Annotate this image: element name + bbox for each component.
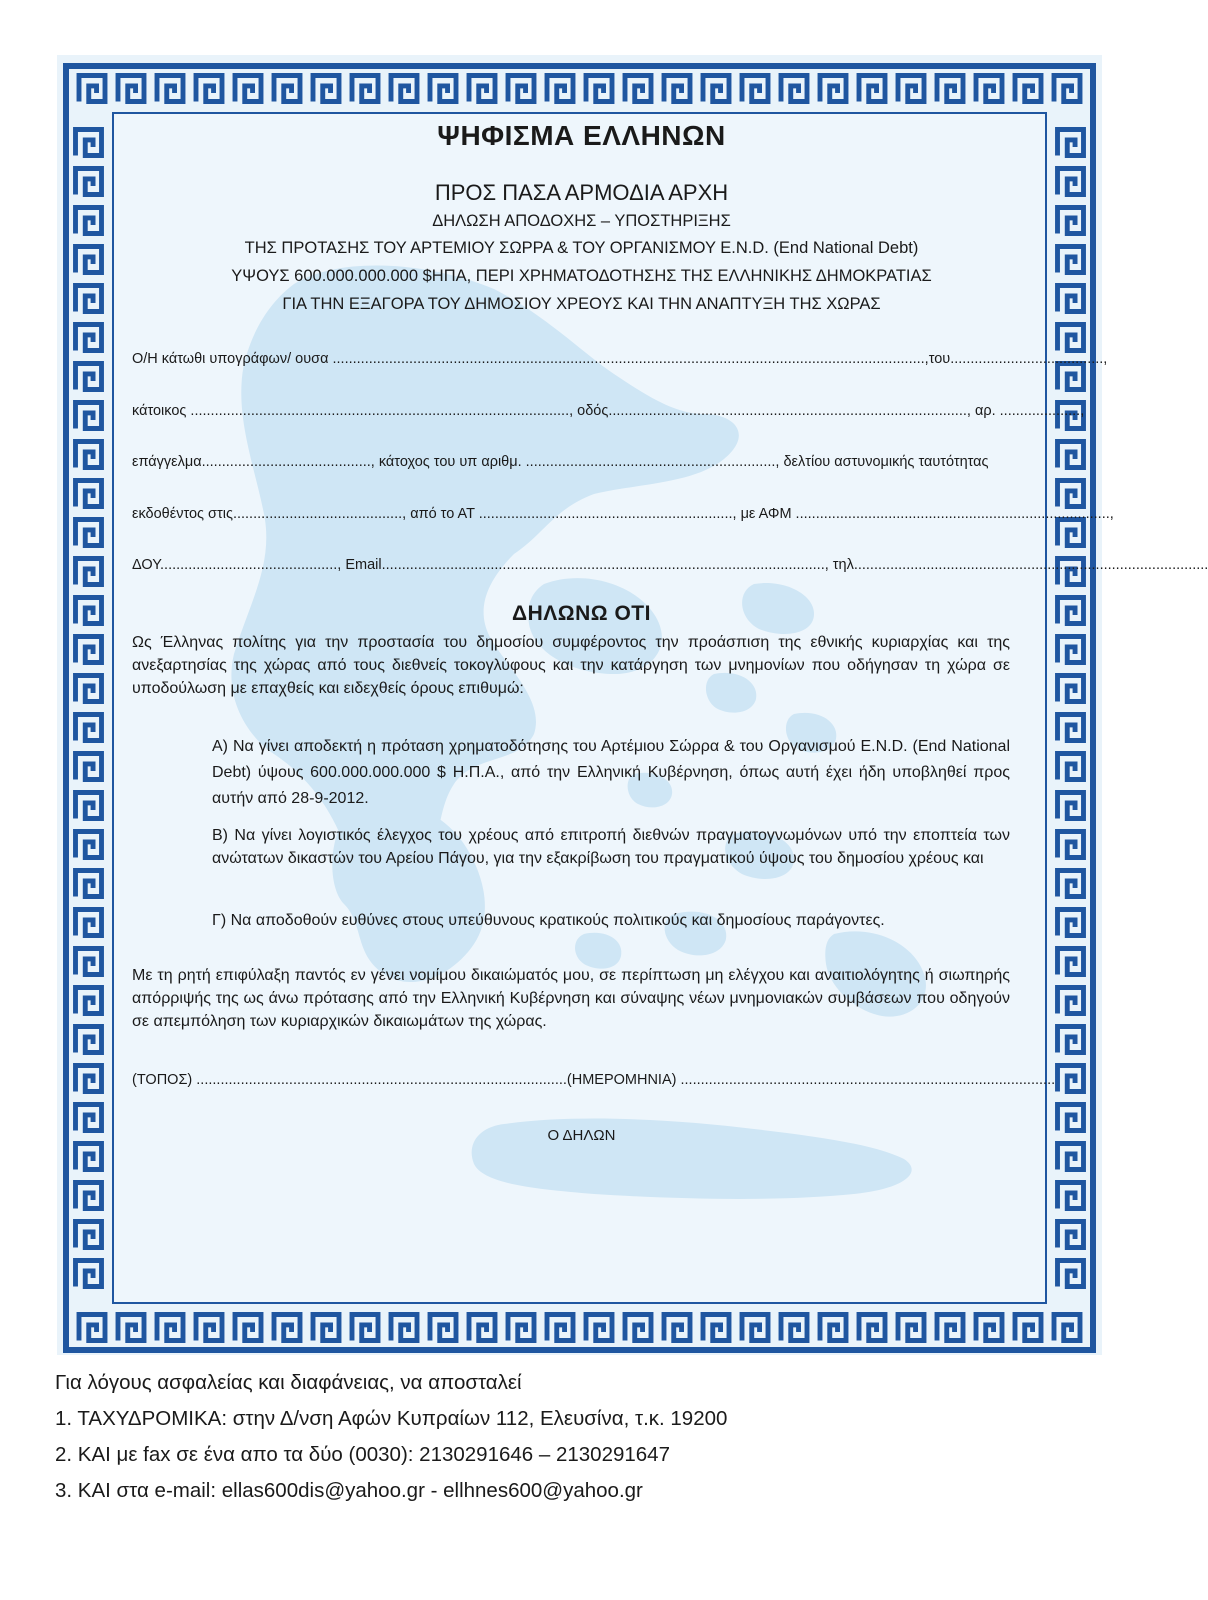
greek-key-unit	[859, 76, 885, 102]
footer-line-3: 2. ΚΑΙ με fax σε ένα απο τα δύο (0030): 2130291646 – 2130291647	[55, 1443, 670, 1466]
greek-key-unit	[1058, 520, 1084, 546]
greek-key-unit	[274, 1315, 300, 1341]
greek-key-unit	[76, 325, 102, 351]
greek-key-unit	[1058, 442, 1084, 468]
greek-key-unit	[79, 1315, 105, 1341]
greek-key-unit	[1058, 247, 1084, 273]
greek-key-unit	[76, 130, 102, 156]
greek-key-unit	[820, 76, 846, 102]
declare-heading: ΔΗΛΩΝΩ ΟΤΙ	[512, 602, 651, 625]
greek-key-unit	[508, 1315, 534, 1341]
greek-key-unit	[76, 364, 102, 390]
greek-key-unit	[76, 949, 102, 975]
greek-key-unit	[469, 1315, 495, 1341]
item-g: Γ) Να αποδοθούν ευθύνες στους υπεύθυνους κρατικούς πολιτικούς και δημοσίους παράγοντες.	[212, 912, 885, 929]
greek-key-unit	[1058, 598, 1084, 624]
greek-key-unit	[235, 1315, 261, 1341]
greek-key-unit	[1015, 1315, 1041, 1341]
header-line-4: ΓΙΑ ΤΗΝ ΕΞΑΓΟΡΑ ΤΟΥ ΔΗΜΟΣΙΟΥ ΧΡΕΟΥΣ ΚΑΙ ΤΗΝ ΑΝΑΠΤΥΞΗ ΤΗΣ ΧΩΡΑΣ	[282, 295, 881, 313]
greek-key-unit	[1058, 1066, 1084, 1092]
greek-key-unit	[1058, 754, 1084, 780]
greek-key-unit	[1058, 910, 1084, 936]
greek-key-unit	[1058, 169, 1084, 195]
greek-key-unit	[664, 76, 690, 102]
greek-key-unit	[76, 988, 102, 1014]
greek-key-unit	[76, 715, 102, 741]
greek-key-unit	[625, 1315, 651, 1341]
form-row-name[interactable]: Ο/Η κάτωθι υπογράφων/ ουσα ...................................................................................................................................................,του......................................,	[132, 351, 1108, 367]
greek-key-right-band	[1051, 108, 1090, 1308]
greek-key-unit	[274, 76, 300, 102]
greek-key-unit	[781, 1315, 807, 1341]
greek-key-unit	[1058, 1183, 1084, 1209]
greek-key-unit	[1058, 1105, 1084, 1131]
greek-key-unit	[742, 76, 768, 102]
greek-key-unit	[703, 76, 729, 102]
header-line-2: ΤΗΣ ΠΡΟΤΑΣΗΣ ΤΟΥ ΑΡΤΕΜΙΟΥ ΣΩΡΡΑ & ΤΟΥ ΟΡΓΑΝΙΣΜΟΥ E.N.D. (End National Debt)	[244, 239, 919, 257]
greek-key-unit	[859, 1315, 885, 1341]
greek-key-unit	[430, 1315, 456, 1341]
greek-key-unit	[625, 76, 651, 102]
reservation-paragraph: Με τη ρητή επιφύλαξη παντός εν γένει νομίμου δικαιώματός μου, σε περίπτωση μη ελέγχου και αναιτιολόγητης ή σιωπηρής απόρριψής της ως άνω πρότασης από την Ελληνική Κυβέρνηση και σύναψης νέων μνημονιακών συμβάσεων που οδηγούν σε απεμπόληση των κυριαρχικών δικαιωμάτων της χώρας.	[132, 967, 1010, 1030]
greek-key-unit	[313, 76, 339, 102]
greek-key-unit	[76, 910, 102, 936]
greek-key-unit	[1058, 793, 1084, 819]
greek-key-unit	[76, 403, 102, 429]
greek-key-bottom-band	[69, 1308, 1090, 1347]
greek-key-unit	[76, 1027, 102, 1053]
greek-key-unit	[1058, 949, 1084, 975]
greek-key-unit	[313, 1315, 339, 1341]
signer-label: Ο ΔΗΛΩΝ	[547, 1127, 616, 1144]
greek-key-unit	[937, 76, 963, 102]
greek-key-unit	[76, 832, 102, 858]
greek-key-unit	[196, 76, 222, 102]
greek-key-unit	[898, 1315, 924, 1341]
form-row-contact[interactable]: ΔΟΥ............................................, Email.............................................................................................................., τηλ........................................................................................	[132, 557, 1208, 573]
greek-key-unit	[76, 871, 102, 897]
greek-key-unit	[157, 1315, 183, 1341]
footer-line-2: 1. ΤΑΧΥΔΡΟΜΙΚΑ: στην Δ/νση Αφών Κυπραίων 112, Ελευσίνα, τ.κ. 19200	[55, 1407, 728, 1430]
greek-key-unit	[352, 1315, 378, 1341]
greek-key-unit	[1058, 286, 1084, 312]
greek-key-unit	[76, 598, 102, 624]
greek-key-unit	[1058, 1027, 1084, 1053]
greek-key-unit	[1058, 208, 1084, 234]
greek-key-unit	[76, 1183, 102, 1209]
greek-key-unit	[118, 76, 144, 102]
document-title: ΨΗΦΙΣΜΑ ΕΛΛΗΝΩΝ	[437, 120, 726, 151]
greek-key-unit	[235, 76, 261, 102]
greek-key-unit	[76, 208, 102, 234]
place-date-row[interactable]: (ΤΟΠΟΣ) ............................................................................................(ΗΜΕΡΟΜΗΝΙΑ) .............................................................................................	[132, 1072, 1056, 1088]
footer-line-1: Για λόγους ασφαλείας και διαφάνειας, να αποσταλεί	[55, 1371, 522, 1394]
greek-key-unit	[1054, 76, 1080, 102]
item-b: Β) Να γίνει λογιστικός έλεγχος του χρέους από επιτροπή διεθνών πραγματογνωμόνων υπό την εποπτεία των ανώτατων δικαστών του Αρείου Πάγου, για την εξακρίβωση του πραγματικού ύψους του δημοσίου χρέους και	[212, 827, 1010, 867]
greek-key-unit	[508, 76, 534, 102]
header-line-1: ΔΗΛΩΣΗ ΑΠΟΔΟΧΗΣ – ΥΠΟΣΤΗΡΙΞΗΣ	[432, 212, 731, 230]
greek-key-unit	[586, 76, 612, 102]
greek-key-unit	[76, 1144, 102, 1170]
document-body	[112, 112, 1208, 1304]
greek-key-unit	[1015, 76, 1041, 102]
greek-key-unit	[664, 1315, 690, 1341]
greek-key-unit	[76, 442, 102, 468]
greek-key-unit	[391, 1315, 417, 1341]
greek-key-unit	[76, 286, 102, 312]
greek-key-unit	[76, 754, 102, 780]
greek-key-unit	[1054, 1315, 1080, 1341]
greek-key-unit	[976, 76, 1002, 102]
greek-key-unit	[76, 481, 102, 507]
intro-paragraph: Ως Έλληνας πολίτης για την προστασία του δημοσίου συμφέροντος την προάσπιση της εθνικής κυριαρχίας και της ανεξαρτησίας της χώρας από τους διεθνείς τοκογλύφους και την κατάργηση των μνημονίων που οδήγησαν τη χώρα σε υποδούλωση με επαχθείς και ειδεχθείς όρους επιθυμώ:	[132, 634, 1010, 697]
form-row-profession[interactable]: επάγγελμα.........................................., κάτοχος του υπ αριθμ. .............................................................., δελτίου αστυνομικής ταυτότητας	[132, 454, 989, 470]
greek-key-unit	[391, 76, 417, 102]
greek-key-unit	[1058, 715, 1084, 741]
document-subtitle: ΠΡΟΣ ΠΑΣΑ ΑΡΜΟΔΙΑ ΑΡΧΗ	[434, 180, 729, 205]
greek-key-unit	[1058, 988, 1084, 1014]
greek-key-unit	[976, 1315, 1002, 1341]
greek-key-unit	[1058, 481, 1084, 507]
greek-key-unit	[157, 76, 183, 102]
greek-key-unit	[1058, 676, 1084, 702]
footer-instructions	[55, 1365, 1105, 1509]
greek-key-unit	[76, 676, 102, 702]
greek-key-unit	[76, 1105, 102, 1131]
header-line-3: ΥΨΟΥΣ 600.000.000.000 $ΗΠΑ, ΠΕΡΙ ΧΡΗΜΑΤΟΔΟΤΗΣΗΣ ΤΗΣ ΕΛΛΗΝΙΚΗΣ ΔΗΜΟΚΡΑΤΙΑΣ	[231, 267, 932, 285]
greek-key-unit	[76, 793, 102, 819]
greek-key-unit	[937, 1315, 963, 1341]
greek-key-unit	[1058, 637, 1084, 663]
greek-key-unit	[76, 1222, 102, 1248]
greek-key-left-band	[69, 108, 108, 1308]
greek-key-unit	[1058, 364, 1084, 390]
greek-key-unit	[118, 1315, 144, 1341]
greek-key-unit	[1058, 1261, 1084, 1287]
greek-key-unit	[742, 1315, 768, 1341]
greek-key-unit	[547, 1315, 573, 1341]
greek-key-unit	[820, 1315, 846, 1341]
item-a: Α) Να γίνει αποδεκτή η πρόταση χρηματοδότησης του Αρτέμιου Σώρρα & του Οργανισμού E.N.D. (End National Debt) ύψους 600.000.000.000 $ Η.Π.Α., από την Ελληνική Κυβέρνηση, όπως αυτή έχει ήδη υποβληθεί προς αυτήν από 28-9-2012.	[212, 738, 1010, 807]
greek-key-unit	[430, 76, 456, 102]
greek-key-unit	[76, 520, 102, 546]
greek-key-unit	[586, 1315, 612, 1341]
greek-key-unit	[547, 76, 573, 102]
greek-key-unit	[76, 247, 102, 273]
greek-key-unit	[1058, 871, 1084, 897]
greek-key-unit	[76, 559, 102, 585]
form-row-address[interactable]: κάτοικος .............................................................................................., οδός........................................................................................., αρ. ....................,	[132, 403, 1085, 419]
greek-key-unit	[469, 76, 495, 102]
greek-key-unit	[352, 76, 378, 102]
greek-key-unit	[1058, 1144, 1084, 1170]
greek-key-unit	[703, 1315, 729, 1341]
greek-key-unit	[79, 76, 105, 102]
greek-key-unit	[76, 169, 102, 195]
greek-key-unit	[1058, 832, 1084, 858]
greek-key-unit	[76, 1261, 102, 1287]
greek-key-unit	[196, 1315, 222, 1341]
greek-key-top-band	[69, 69, 1090, 108]
greek-key-unit	[76, 1066, 102, 1092]
greek-key-unit	[898, 76, 924, 102]
greek-key-unit	[76, 637, 102, 663]
greek-key-unit	[1058, 1222, 1084, 1248]
form-row-issued[interactable]: εκδοθέντος στις.........................................., από το ΑΤ ..............................................................., με ΑΦΜ ..............................................................................,	[132, 506, 1114, 522]
greek-key-unit	[1058, 130, 1084, 156]
greek-key-unit	[781, 76, 807, 102]
footer-line-4: 3. ΚΑΙ στα e-mail: ellas600dis@yahoo.gr - ellhnes600@yahoo.gr	[55, 1479, 643, 1502]
greek-key-unit	[1058, 325, 1084, 351]
